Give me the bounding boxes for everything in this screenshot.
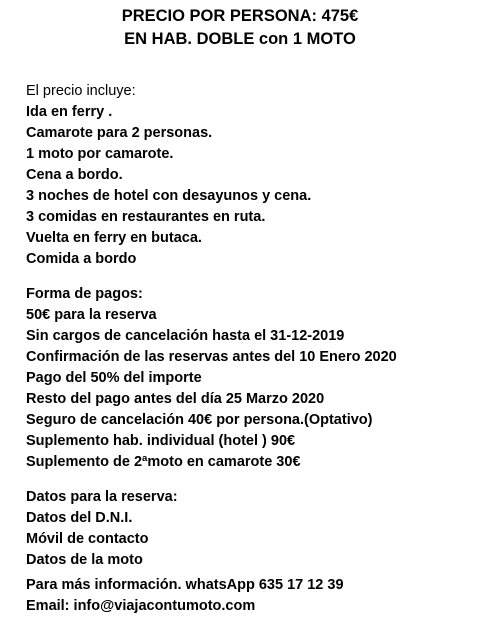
booking-item: Móvil de contacto xyxy=(26,531,149,547)
payment-item: 50€ para la reserva xyxy=(26,307,157,323)
includes-item: Ida en ferry . xyxy=(26,104,113,120)
whatsapp-contact: Para más información. whatsApp 635 17 12 39 xyxy=(26,577,344,593)
includes-item: Cena a bordo. xyxy=(26,167,123,183)
payment-item: Seguro de cancelación 40€ por persona.(Optativo) xyxy=(26,412,373,428)
includes-heading: El precio incluye: xyxy=(26,83,136,99)
payment-item: Pago del 50% del importe xyxy=(26,370,202,386)
contact-section xyxy=(26,575,476,617)
payment-item: Resto del pago antes del día 25 Marzo 2020 xyxy=(26,391,325,407)
includes-item: 3 noches de hotel con desayunos y cena. xyxy=(26,188,312,204)
includes-item: 1 moto por camarote. xyxy=(26,146,174,162)
payment-item: Confirmación de las reservas antes del 10 Enero 2020 xyxy=(26,349,397,365)
includes-item: Vuelta en ferry en butaca. xyxy=(26,230,202,246)
payment-item: Sin cargos de cancelación hasta el 31-12-2019 xyxy=(26,328,345,344)
booking-item: Datos del D.N.I. xyxy=(26,510,133,526)
booking-section xyxy=(26,487,476,571)
payment-heading: Forma de pagos: xyxy=(26,286,143,302)
email-contact: Email: info@viajacontumoto.com xyxy=(26,598,256,614)
payment-section xyxy=(26,284,476,473)
includes-section xyxy=(26,81,476,270)
price-title: PRECIO POR PERSONA: 475€ xyxy=(121,7,359,25)
booking-heading: Datos para la reserva: xyxy=(26,489,178,505)
includes-item: 3 comidas en restaurantes en ruta. xyxy=(26,209,266,225)
payment-item: Suplemento de 2ªmoto en camarote 30€ xyxy=(26,454,301,470)
booking-item: Datos de la moto xyxy=(26,552,143,568)
payment-item: Suplemento hab. individual (hotel ) 90€ xyxy=(26,433,296,449)
includes-item: Camarote para 2 personas. xyxy=(26,125,213,141)
price-header xyxy=(0,5,480,51)
includes-item: Comida a bordo xyxy=(26,251,137,267)
room-type-title: EN HAB. DOBLE con 1 MOTO xyxy=(124,30,356,48)
